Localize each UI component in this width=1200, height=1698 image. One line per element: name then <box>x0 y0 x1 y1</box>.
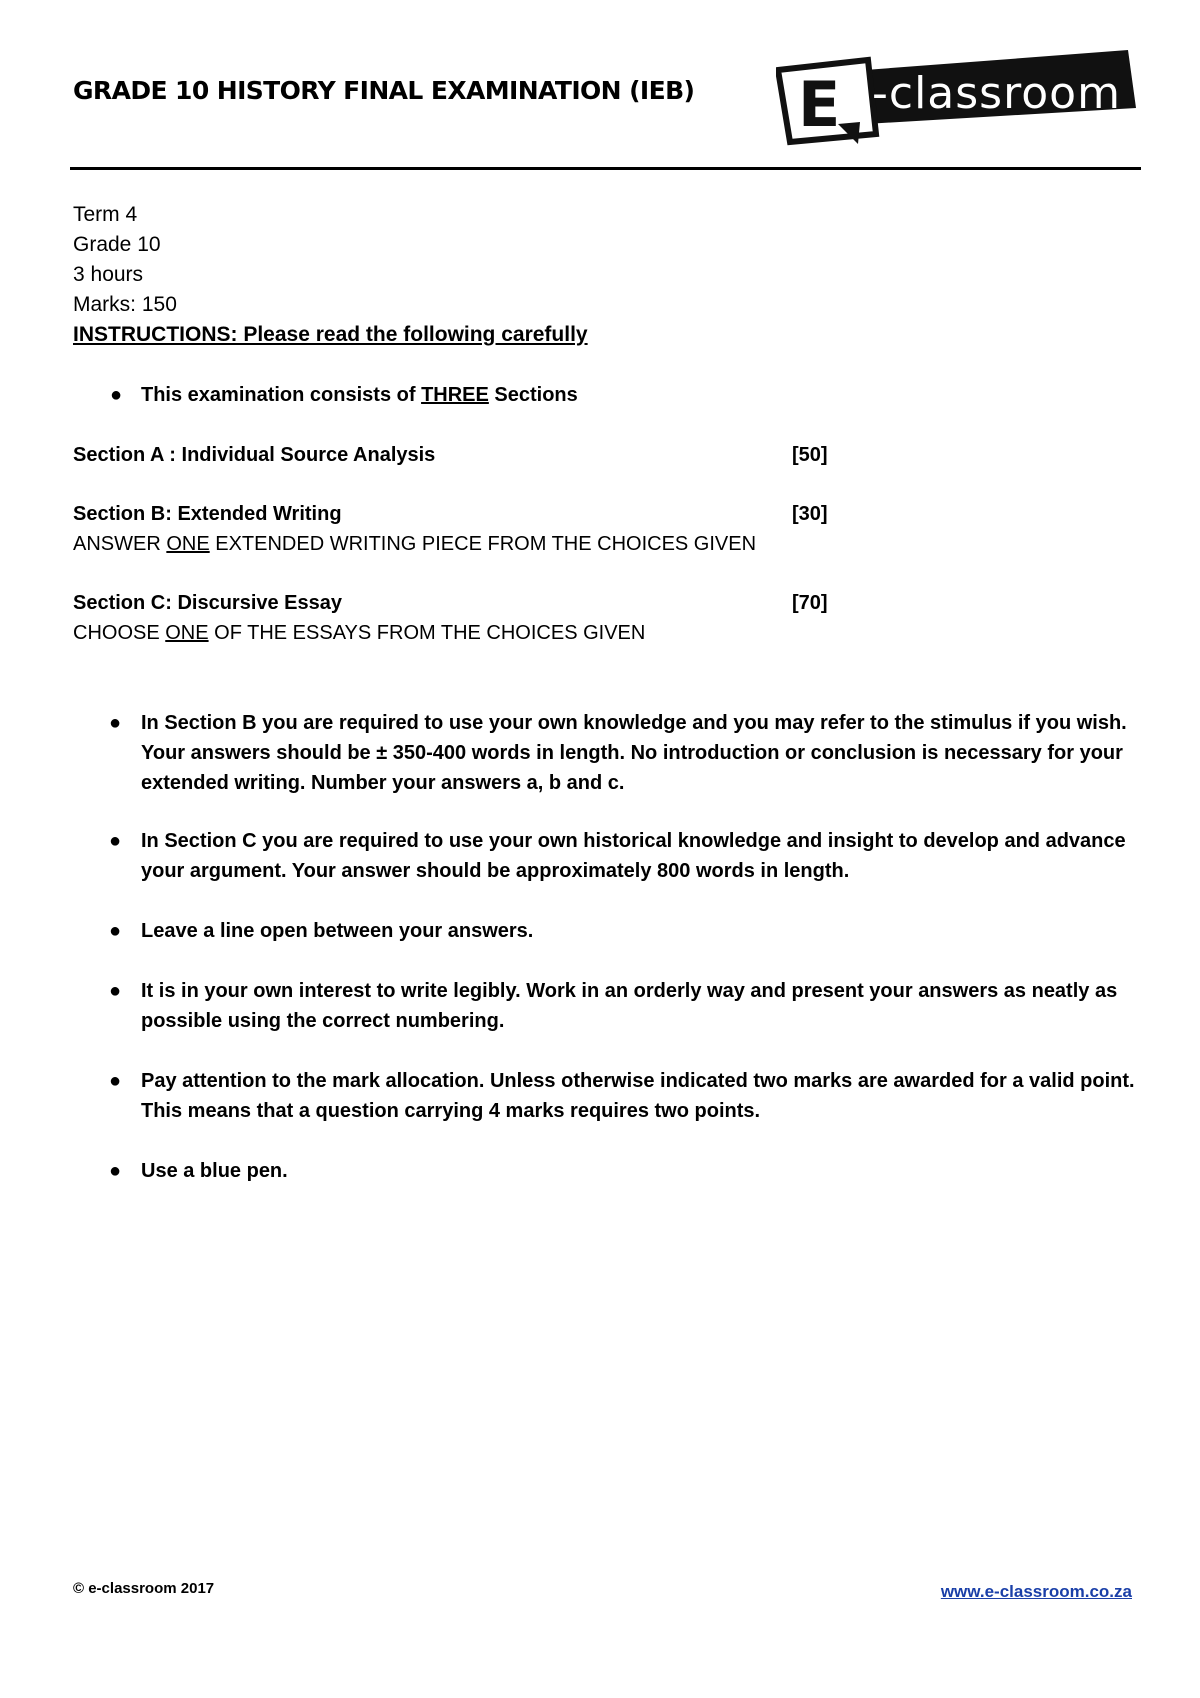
section-c-name: Section C: Discursive Essay <box>73 592 343 614</box>
website-link[interactable]: www.e-classroom.co.za <box>940 1582 1132 1601</box>
page-title: GRADE 10 HISTORY FINAL EXAMINATION (IEB) <box>73 76 695 105</box>
section-a <box>73 440 435 470</box>
exam-details <box>73 200 588 350</box>
grade-label: Grade 10 <box>73 233 161 256</box>
bullet-icon: ● <box>110 384 123 406</box>
section-c <box>73 588 645 648</box>
header-divider <box>70 167 1141 170</box>
duration-label: 3 hours <box>73 263 144 286</box>
bullet-icon: ● <box>109 712 122 734</box>
section-b-marks: [30] <box>792 503 828 525</box>
term-label: Term 4 <box>73 203 138 226</box>
section-a-marks: [50] <box>792 444 828 466</box>
section-c-marks: [70] <box>792 592 828 614</box>
bullet-icon: ● <box>109 980 122 1002</box>
section-b-name: Section B: Extended Writing <box>73 503 342 525</box>
bullet-icon: ● <box>109 830 122 852</box>
svg-text:-classroom: -classroom <box>872 68 1121 119</box>
bullet-icon: ● <box>109 920 122 942</box>
bullet-icon: ● <box>109 1160 122 1182</box>
svg-text:E: E <box>798 68 841 141</box>
section-a-name: Section A : Individual Source Analysis <box>73 444 436 466</box>
section-c-instruction: CHOOSE ONE OF THE ESSAYS FROM THE CHOICES GIVEN <box>73 622 646 644</box>
e-classroom-logo <box>776 46 1144 146</box>
marks-label: Marks: 150 <box>73 293 177 316</box>
section-b <box>73 499 756 559</box>
section-b-instruction: ANSWER ONE EXTENDED WRITING PIECE FROM THE CHOICES GIVEN <box>73 533 757 555</box>
bullet-icon: ● <box>109 1070 122 1092</box>
copyright-notice: © e-classroom 2017 <box>73 1580 215 1597</box>
instructions-heading: INSTRUCTIONS: Please read the following carefully <box>73 323 588 346</box>
